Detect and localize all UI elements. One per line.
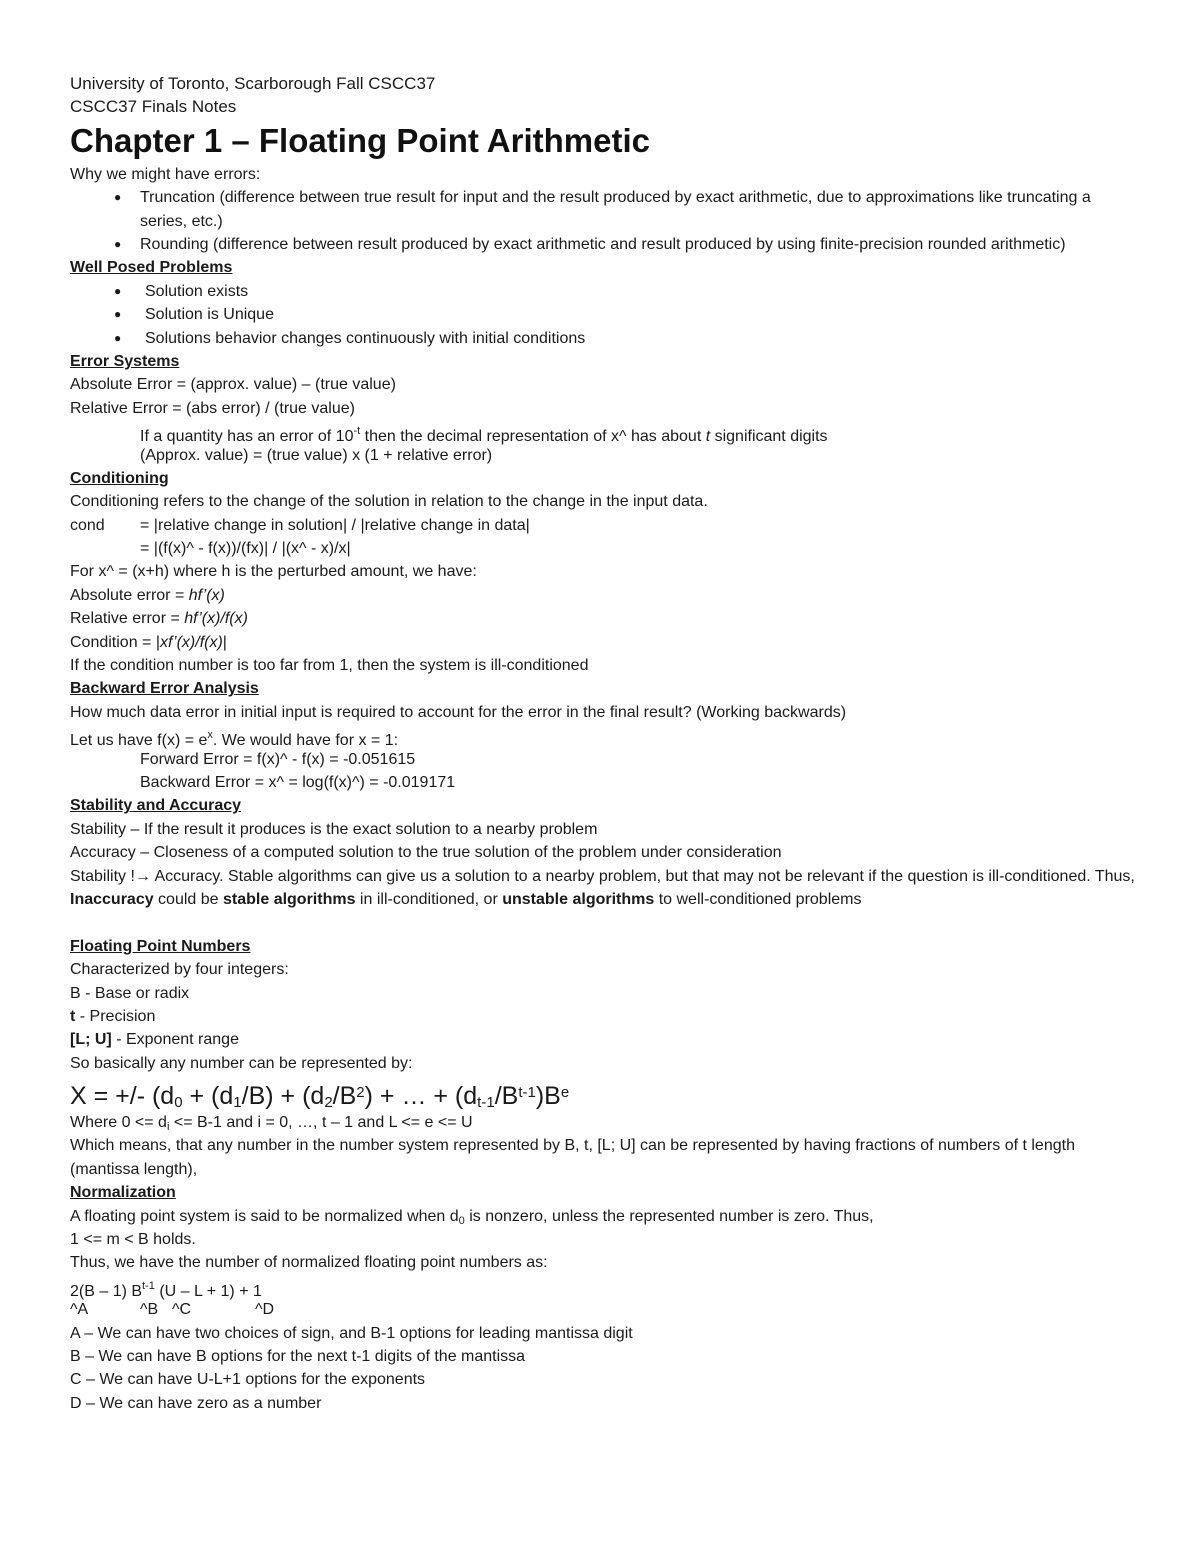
- bullet-icon: ●: [114, 330, 122, 345]
- text-run: |: [222, 633, 227, 651]
- fp-formula: [70, 1075, 1140, 1111]
- rounding-text: Rounding (difference between result produced by exact arithmetic and result produced by using finite-precision rounded arithmetic): [140, 235, 1066, 253]
- rel-error-expr: [70, 607, 1140, 630]
- text-run: in ill-conditioned, or: [355, 890, 503, 908]
- subscript: i: [166, 1121, 170, 1134]
- subscript: 0: [458, 1214, 465, 1227]
- italic-run: t: [705, 428, 711, 446]
- subscript: 2: [324, 1094, 333, 1112]
- italic-run: hf’(x): [188, 586, 225, 604]
- text-run: is nonzero, unless the represented number is zero. Thus,: [464, 1207, 874, 1225]
- text-run: significant digits: [710, 428, 828, 446]
- errors-intro: Why we might have errors:: [70, 165, 261, 183]
- section-heading: Error Systems: [70, 352, 180, 370]
- superscript: t-1: [142, 1279, 155, 1292]
- subscript: t-1: [477, 1094, 495, 1112]
- superscript: e: [560, 1084, 570, 1102]
- stability-def: Stability – If the result it produces is the exact solution to a nearby problem: [70, 820, 598, 838]
- absolute-error-def: Absolute Error = (approx. value) – (true value): [70, 376, 396, 394]
- fp-means: Which means, that any number in the number system represented by B, t, [L; U] can be represented by having fractions of numbers of t length (mantissa length),: [70, 1137, 1075, 1178]
- text-run: Absolute error =: [70, 586, 189, 604]
- list-item-text: Solution exists: [145, 282, 249, 300]
- text-run: A floating point system is said to be normalized when d: [70, 1207, 459, 1225]
- text-run: + (d: [182, 1082, 234, 1111]
- fp-represented: So basically any number can be represented by:: [70, 1054, 413, 1072]
- norm-d: D – We can have zero as a number: [70, 1394, 322, 1412]
- norm-a: A – We can have two choices of sign, and B-1 options for leading mantissa digit: [70, 1324, 633, 1342]
- marker-d: ^D: [255, 1301, 275, 1319]
- superscript: -t: [353, 425, 361, 438]
- forward-error: Forward Error = f(x)^ - f(x) = -0.051615: [140, 750, 416, 768]
- condition-expr: [70, 631, 1140, 654]
- bullet-icon: ●: [114, 236, 122, 251]
- list-item: [70, 327, 1140, 350]
- bold-run: stable algorithms: [223, 890, 356, 908]
- text-run: then the decimal representation of x^ has about: [360, 428, 706, 446]
- list-item: [70, 233, 1140, 256]
- norm-count: Thus, we have the number of normalized floating point numbers as:: [70, 1254, 548, 1272]
- text-run: If a quantity has an error of 10: [140, 428, 354, 446]
- norm-c: C – We can have U-L+1 options for the exponents: [70, 1371, 426, 1389]
- norm-markers: [70, 1298, 1140, 1321]
- fp-base: B - Base or radix: [70, 984, 190, 1002]
- bold-run: Inaccuracy: [70, 890, 154, 908]
- text-run: - Precision: [75, 1007, 156, 1025]
- text-run: could be: [153, 890, 223, 908]
- list-item: [70, 186, 1140, 233]
- relative-error-def: Relative Error = (abs error) / (true value): [70, 399, 355, 417]
- document-page: [70, 72, 1140, 1415]
- backward-desc: How much data error in initial input is required to account for the error in the final result? (Working backwards): [70, 703, 847, 721]
- list-item: [70, 303, 1140, 326]
- section-heading: Normalization: [70, 1184, 176, 1202]
- bold-run: t: [70, 1007, 76, 1025]
- norm-holds: 1 <= m < B holds.: [70, 1231, 196, 1249]
- section-heading: Well Posed Problems: [70, 259, 233, 277]
- truncation-text: Truncation (difference between true result for input and the result produced by exact arithmetic, due to approximations like truncating a series, etc.): [140, 189, 1091, 230]
- superscript: t-1: [518, 1084, 536, 1102]
- norm-b: B – We can have B options for the next t-1 digits of the mantissa: [70, 1348, 526, 1366]
- subscript: 0: [174, 1094, 183, 1112]
- accuracy-def: Accuracy – Closeness of a computed solution to the true solution of the problem under consideration: [70, 844, 782, 862]
- fp-where: [70, 1111, 1140, 1134]
- fp-exponent-range: [70, 1028, 1140, 1051]
- text-run: /B: [494, 1082, 519, 1111]
- text-run: /B) + (d: [241, 1082, 325, 1111]
- ill-conditioned-note: If the condition number is too far from 1, then the system is ill-conditioned: [70, 657, 589, 675]
- text-run: /B: [332, 1082, 357, 1111]
- subscript: 1: [233, 1094, 242, 1112]
- cond-label: cond: [70, 516, 105, 534]
- text-run: Let us have f(x) = e: [70, 732, 208, 750]
- list-item: [70, 280, 1140, 303]
- approx-value-def: (Approx. value) = (true value) x (1 + relative error): [140, 446, 493, 464]
- text-run: = |relative change in solution| / |relative change in data|: [140, 516, 530, 534]
- text-run: Condition = |: [70, 633, 160, 651]
- marker-a: ^A: [70, 1301, 89, 1319]
- text-run: Where 0 <= d: [70, 1114, 167, 1132]
- text-run: 2(B – 1) B: [70, 1282, 143, 1300]
- significant-digits-note: [70, 420, 1140, 446]
- text-run: <= B-1 and i = 0, …, t – 1 and L <= e <= U: [169, 1114, 473, 1132]
- bullet-icon: ●: [114, 307, 122, 322]
- fp-precision: [70, 1005, 1140, 1028]
- text-run: X = +/- (d: [70, 1082, 175, 1111]
- cond-eq-1: [70, 514, 1140, 537]
- text-run: (U – L + 1) + 1: [154, 1282, 262, 1300]
- list-item-text: Solutions behavior changes continuously with initial conditions: [145, 329, 586, 347]
- text-run: to well-conditioned problems: [654, 890, 862, 908]
- section-heading: Conditioning: [70, 469, 169, 487]
- bullet-icon: ●: [114, 190, 122, 205]
- norm-equation: [70, 1275, 1140, 1298]
- marker-b: ^B: [140, 1301, 159, 1319]
- let-us-have: [70, 724, 1140, 750]
- marker-c: ^C: [172, 1301, 192, 1319]
- superscript: 2: [356, 1084, 365, 1102]
- section-heading: Backward Error Analysis: [70, 680, 259, 698]
- cond-eq-2: = |(f(x)^ - f(x))/(fx)| / |(x^ - x)/x|: [140, 540, 351, 558]
- text-run: ) + … + (d: [364, 1082, 478, 1111]
- italic-run: hf’(x)/f(x): [184, 610, 248, 628]
- text-run: )B: [535, 1082, 561, 1111]
- spacer: [70, 911, 1140, 934]
- norm-def: [70, 1205, 1140, 1228]
- conditioning-desc: Conditioning refers to the change of the solution in relation to the change in the input data.: [70, 493, 708, 511]
- notes-title-line: CSCC37 Finals Notes: [70, 97, 237, 117]
- perturb-line: For x^ = (x+h) where h is the perturbed amount, we have:: [70, 563, 477, 581]
- section-heading: Floating Point Numbers: [70, 937, 251, 955]
- text-run: Relative error =: [70, 610, 185, 628]
- chapter-title: Chapter 1 – Floating Point Arithmetic: [70, 121, 650, 159]
- section-heading: Stability and Accuracy: [70, 797, 242, 815]
- course-line: University of Toronto, Scarborough Fall CSCC37: [70, 74, 436, 93]
- bold-run: [L; U]: [70, 1031, 112, 1049]
- italic-run: xf’(x)/f(x): [160, 633, 223, 651]
- inaccuracy-line: [70, 888, 1140, 911]
- fp-characterized: Characterized by four integers:: [70, 961, 289, 979]
- stability-note: Stability !→ Accuracy. Stable algorithms can give us a solution to a nearby problem, but that may not be relevant if the question is ill-conditioned. Thus,: [70, 867, 1135, 885]
- bullet-icon: ●: [114, 283, 122, 298]
- text-run: - Exponent range: [111, 1031, 239, 1049]
- text-run: . We would have for x = 1:: [212, 732, 399, 750]
- backward-error: Backward Error = x^ = log(f(x)^) = -0.019171: [140, 773, 456, 791]
- list-item-text: Solution is Unique: [145, 306, 274, 324]
- abs-error-expr: [70, 584, 1140, 607]
- superscript: x: [207, 729, 213, 742]
- bold-run: unstable algorithms: [502, 890, 655, 908]
